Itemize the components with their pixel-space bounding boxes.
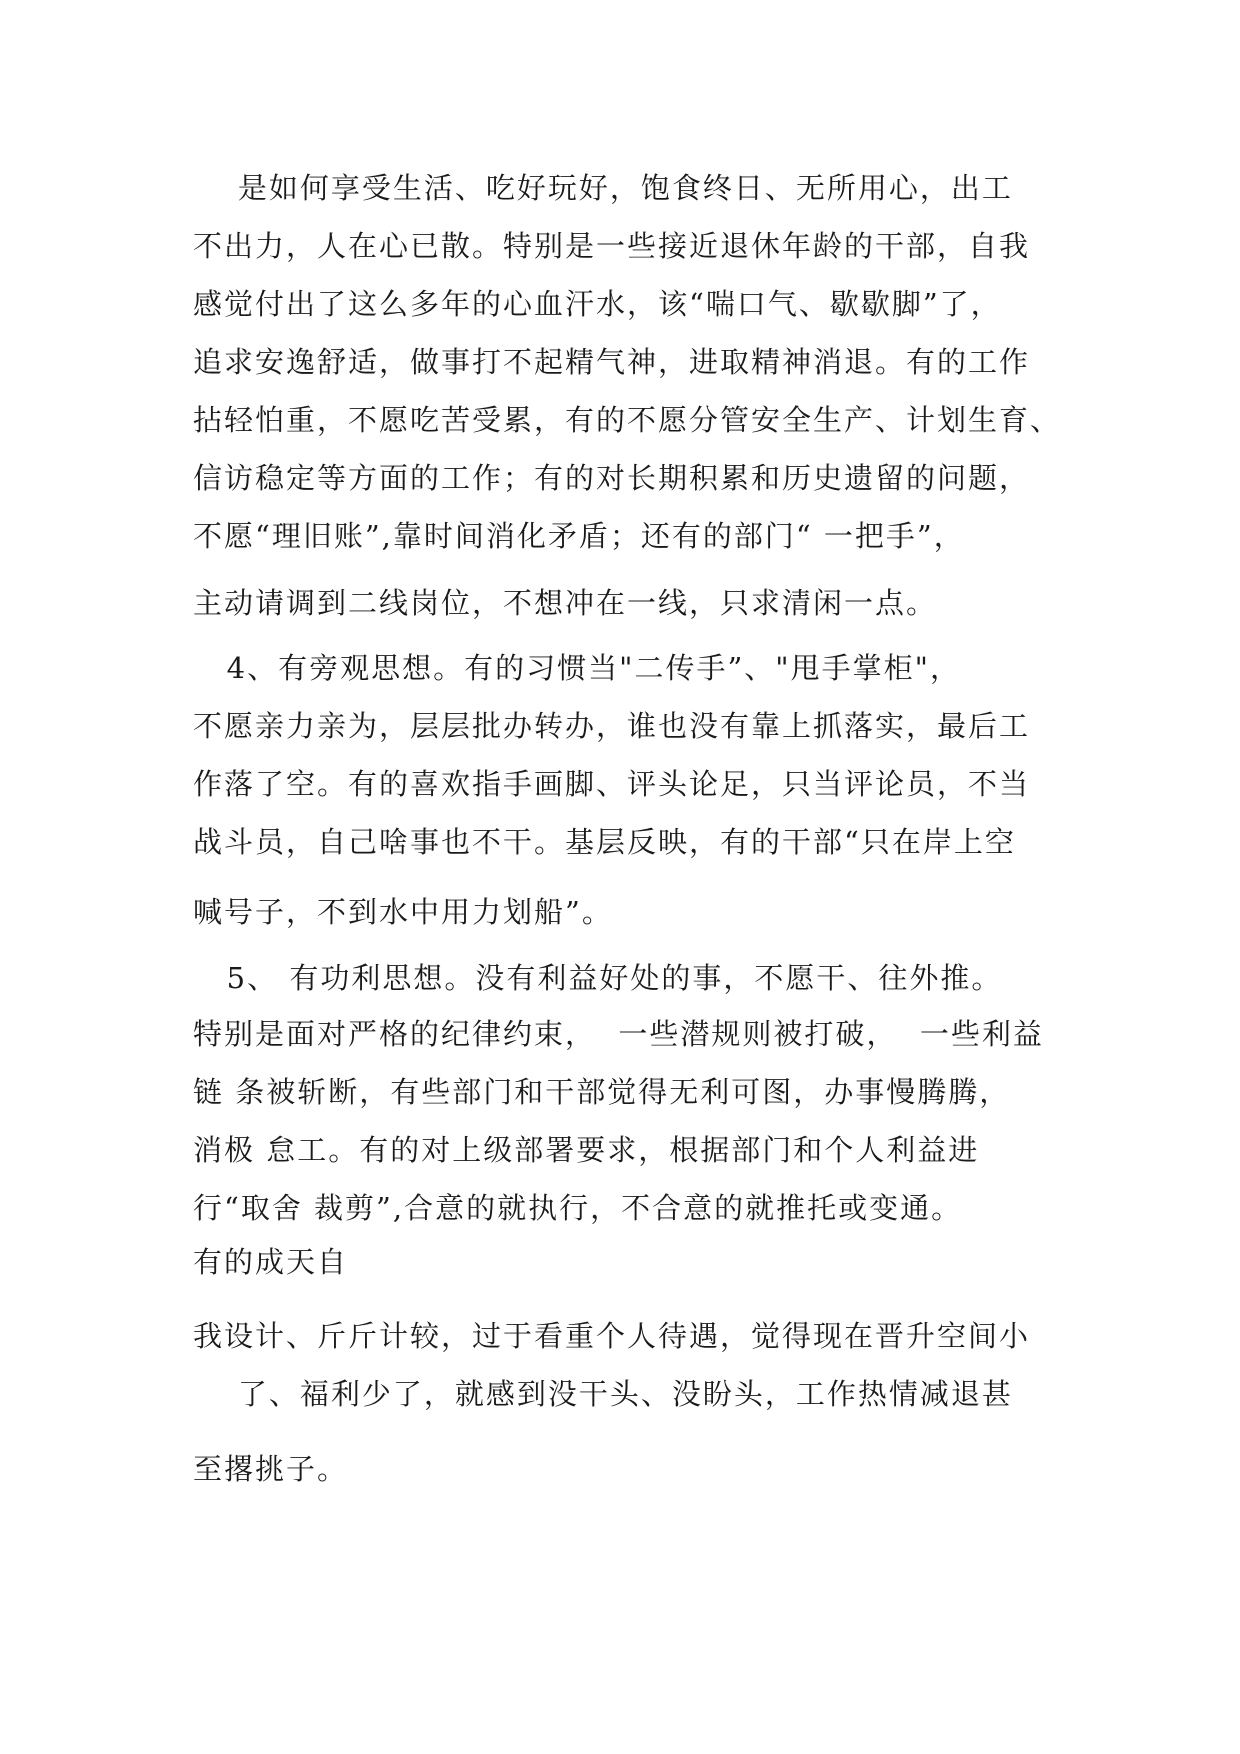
text-line: 至撂挑子。 [193,1452,349,1486]
text-line: 主动请调到二线岗位，不想冲在一线，只求清闲一点。 [193,586,938,620]
text-line: 追求安逸舒适，做事打不起精气神，进取精神消退。有的工作 [193,345,1031,379]
text-line: 感觉付出了这么多年的心血汗水，该“喘口气、歇歇脚”了， [193,287,1002,321]
text-line: 了、福利少了，就感到没干头、没盼头，工作热情减退甚 [193,1377,1013,1411]
text-line: 作落了空。有的喜欢指手画脚、评头论足，只当评论员，不当 [193,767,1031,801]
text-line: 行“取舍 裁剪”,合意的就执行，不合意的就推托或变通。 [193,1191,963,1225]
text-line: 链 条被斩断，有些部门和干部觉得无利可图，办事慢腾腾， [193,1075,1011,1109]
text-line: 信访稳定等方面的工作；有的对长期积累和历史遗留的问题， [193,461,1031,495]
text-line: 不出力，人在心已散。特别是一些接近退休年龄的干部，自我 [193,229,1031,263]
text-line: 消极 怠工。有的对上级部署要求，根据部门和个人利益进 [193,1133,980,1167]
text-line: 不愿亲力亲为，层层批办转办，谁也没有靠上抓落实，最后工 [193,709,1031,743]
text-line: 我设计、斤斤计较，过于看重个人待遇，觉得现在晋升空间小 [193,1319,1031,1353]
text-line: 喊号子，不到水中用力划船”。 [193,895,613,929]
text-line: 不愿“理旧账”,靠时间消化矛盾；还有的部门“ 一把手”， [193,519,965,553]
text-line: 是如何享受生活、吃好玩好，饱食终日、无所用心，出工 [193,171,1013,205]
text-line: 战斗员，自己啥事也不干。基层反映，有的干部“只在岸上空 [193,825,1016,859]
text-line: 有的成天自 [193,1245,349,1279]
text-line: 拈轻怕重，不愿吃苦受累，有的不愿分管安全生产、计划生育、 [193,403,1062,437]
text-line: 4、有旁观思想。有的习惯当"二传手”、"甩手掌柜"， [193,651,961,685]
text-line: 特别是面对严格的纪律约束， 一些潜规则被打破， 一些利益 [193,1017,1044,1051]
text-line: 5、 有功利思想。没有利益好处的事，不愿干、往外推。 [193,961,1003,995]
